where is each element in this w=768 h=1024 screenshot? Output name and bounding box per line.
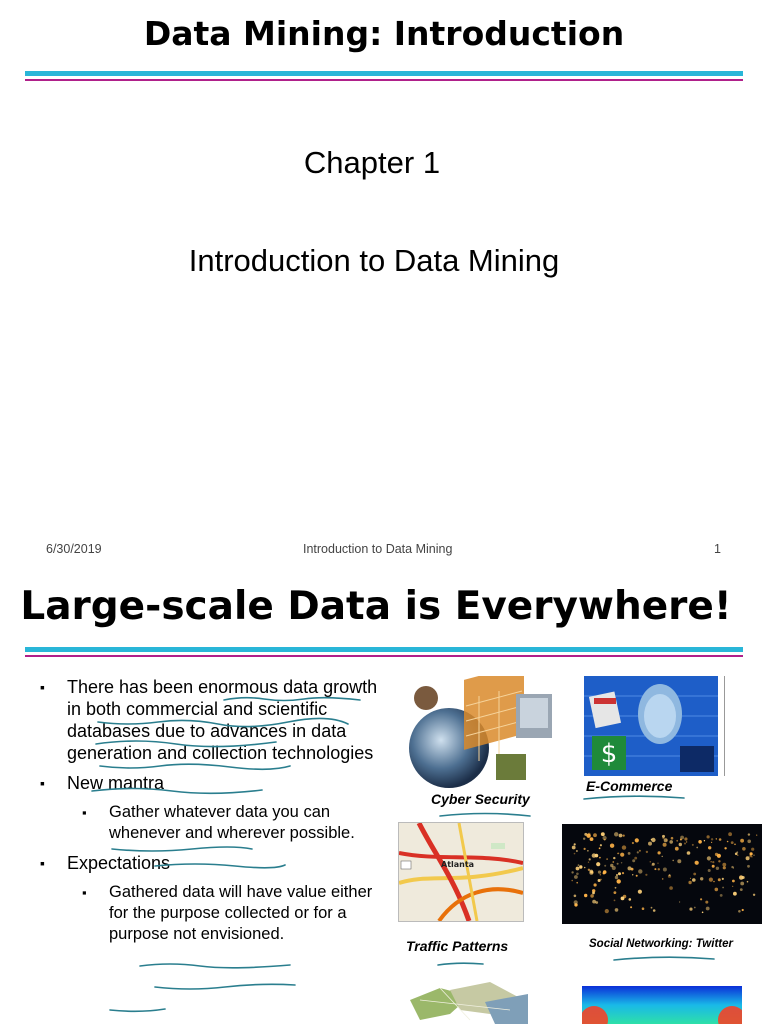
city-light-dot [589,858,591,860]
city-light-dot [712,865,715,868]
bullet-item: ▪ New mantra [40,772,380,794]
city-light-dot [646,851,648,853]
city-light-dot [648,842,652,846]
city-light-dot [742,847,746,851]
sub-bullet-item: ▪ Gather whatever data you can whenever and wherever possible. [40,802,380,844]
annotation-underline [100,764,290,769]
city-light-dot [600,879,602,881]
city-light-dot [576,882,578,884]
city-light-dot [694,907,696,909]
city-light-dot [747,840,751,844]
city-light-dot [696,847,698,849]
city-light-dot [621,897,625,901]
city-light-dot [750,852,753,855]
city-light-dot [622,872,624,874]
city-light-dot [740,888,743,891]
city-light-dot [604,865,606,867]
city-light-dot [700,898,702,900]
city-light-dot [711,838,713,840]
city-light-dot [677,859,681,863]
city-light-dot [632,859,635,862]
city-light-dot [713,881,715,883]
city-light-dot [663,868,667,872]
city-light-dot [632,842,634,844]
city-light-dot [632,874,633,875]
city-light-dot [686,841,687,842]
city-light-dot [584,894,587,897]
city-light-dot [692,844,694,846]
city-light-dot [742,876,745,879]
city-light-dot [587,850,589,852]
caption-social-networking: Social Networking: Twitter [589,938,733,950]
city-light-dot [690,878,691,879]
city-light-dot [592,892,595,895]
city-light-dot [706,907,710,911]
annotation-underline [614,957,714,960]
city-light-dot [574,895,577,898]
city-light-dot [590,870,594,874]
city-light-dot [654,868,656,870]
city-light-dot [584,848,586,850]
image-credit-vertical [720,676,732,776]
city-light-dot [716,838,717,839]
city-light-dot [617,863,619,865]
city-light-dot [638,890,642,894]
city-light-dot [704,840,705,841]
annotation-underline [92,789,262,794]
city-light-dot [718,860,720,862]
city-light-dot [615,908,619,912]
footer-center: Introduction to Data Mining [303,542,453,556]
city-light-dot [621,862,622,863]
city-light-dot [738,910,741,913]
city-light-dot [732,886,733,887]
city-light-dot [623,835,625,837]
city-light-dot [636,875,638,877]
city-light-dot [571,871,573,873]
city-light-dot [579,865,582,868]
city-light-dot [739,876,741,878]
annotation-underline [584,796,684,799]
city-light-dot [715,888,719,892]
city-light-dot [574,843,576,845]
city-light-dot [746,856,750,860]
annotation-underline [110,1009,165,1011]
city-light-dot [751,856,753,858]
city-light-dot [593,833,597,837]
annotation-underline [98,718,348,726]
city-light-dot [712,861,714,863]
city-light-dot [576,850,578,852]
city-light-dot [657,863,658,864]
city-light-dot [612,866,616,870]
city-light-dot [628,866,632,870]
city-light-dot [700,877,703,880]
slide-2-title: Large-scale Data is Everywhere! [20,584,732,629]
city-light-dot [600,874,601,875]
city-light-dot [594,883,597,886]
city-light-dot [669,840,673,844]
city-light-dot [716,867,719,870]
city-light-dot [711,861,712,862]
city-light-dot [719,838,722,841]
city-light-dot [671,837,674,840]
city-light-dot [737,855,738,856]
chapter-subtitle: Introduction to Data Mining [188,243,560,278]
city-light-dot [662,835,665,838]
city-light-dot [616,874,618,876]
city-light-dot [642,907,645,910]
city-light-dot [707,835,710,838]
city-light-dot [650,861,652,863]
heatmap-image [582,986,742,1024]
city-light-dot [596,862,600,866]
city-light-dot [698,840,702,844]
city-light-dot [574,900,578,904]
city-light-dot [672,860,674,862]
city-light-dot [732,880,735,883]
city-light-dot [622,845,626,849]
city-light-dot [751,848,754,851]
city-light-dot [735,853,738,856]
city-light-dot [658,851,661,854]
city-light-dot [615,887,617,889]
city-light-dot [571,880,573,882]
city-light-dot [676,840,678,842]
city-light-dot [718,878,721,881]
city-light-dot [722,878,724,880]
slide-1-title: Data Mining: Introduction [143,14,625,53]
city-light-dot [615,876,618,879]
city-light-dot [574,853,576,855]
city-light-dot [717,854,721,858]
city-light-dot [747,865,750,868]
city-light-dot [753,855,754,856]
annotation-underline [155,984,295,989]
city-light-dot [614,832,618,836]
city-light-dot [708,846,711,849]
caption-traffic-patterns: Traffic Patterns [406,938,509,954]
city-light-dot [733,892,737,896]
city-light-dot [651,839,653,841]
chapter-heading: Chapter 1 [303,145,441,180]
city-light-dot [645,874,647,876]
city-light-dot [653,909,656,912]
city-light-dot [572,846,576,850]
city-light-dot [586,834,590,838]
city-light-dot [689,908,692,911]
city-light-dot [695,861,699,865]
city-light-dot [692,878,696,882]
city-light-dot [605,909,609,913]
city-light-dot [680,839,682,841]
city-light-dot [723,866,726,869]
city-light-dot [679,843,682,846]
city-light-dot [639,850,641,852]
city-light-dot [688,881,691,884]
city-light-dot [728,832,732,836]
city-light-dot [708,869,711,872]
city-light-dot [600,844,602,846]
annotation-underline [140,964,290,968]
city-light-dot [669,886,673,890]
city-light-dot [748,833,750,835]
city-light-dot [590,837,594,841]
city-light-dot [583,838,585,840]
city-light-dot [628,852,631,855]
city-light-dot [599,857,601,859]
caption-ecommerce: E-Commerce [586,778,673,794]
city-light-dot [711,842,712,843]
city-light-dot [740,882,744,886]
city-light-dot [614,900,616,902]
city-light-dot [731,841,734,844]
city-light-dot [651,907,653,909]
traffic-map-image [398,822,524,922]
annotation-underline [155,864,285,868]
city-light-dot [592,853,596,857]
city-light-dot [740,839,744,843]
city-light-dot [629,898,632,901]
city-light-dot [635,838,639,842]
city-light-dot [705,901,708,904]
city-light-dot [630,906,632,908]
city-light-dot [707,856,711,860]
city-light-dot [724,847,726,849]
city-light-dot [662,856,663,857]
annotation-underline [440,814,530,817]
city-light-dot [578,864,580,866]
cyber-security-image [404,676,554,788]
city-light-dot [637,851,639,853]
city-light-dot [601,832,605,836]
annotation-underline [224,698,360,701]
city-light-dot [747,881,749,883]
map-label-atlanta: Atlanta [441,860,475,869]
twitter-night-map-image [562,824,762,924]
city-light-dot [662,878,664,880]
city-light-dot [606,858,607,859]
city-light-dot [620,853,624,857]
caption-cyber-security: Cyber Security [431,791,530,807]
city-light-dot [576,873,579,876]
city-light-dot [679,901,680,902]
city-light-dot [612,861,614,863]
city-light-dot [742,909,744,911]
annotation-underline [112,847,252,851]
city-light-dot [687,851,691,855]
city-light-dot [588,862,589,863]
city-light-dot [619,834,623,838]
city-light-dot [618,853,620,855]
footer-date: 6/30/2019 [46,542,102,556]
city-light-dot [675,847,679,851]
satellite-image [410,980,528,1024]
footer-page-number: 1 [714,542,721,556]
city-light-dot [658,868,660,870]
city-light-dot [709,878,713,882]
city-light-dot [604,839,606,841]
city-light-dot [727,841,729,843]
city-light-dot [663,843,667,847]
city-light-dot [576,867,580,871]
svg-text:$: $ [600,739,618,769]
city-light-dot [634,857,637,860]
city-light-dot [574,875,578,879]
city-light-dot [614,891,617,894]
city-light-dot [599,847,601,849]
city-light-dot [595,901,598,904]
city-light-dot [684,843,686,845]
city-light-dot [598,871,601,874]
city-light-dot [684,837,687,840]
city-light-dot [756,835,757,836]
bullet-item: ▪ There has been enormous data growth in both commercial and scientific databases due to advances in data generation and collection technologies [40,676,380,764]
city-light-dot [734,844,736,846]
annotation-underline [96,741,276,747]
city-light-dot [693,873,696,876]
city-light-dot [722,863,726,867]
sub-bullet-item: ▪ Gathered data will have value either for the purpose collected or for a purpose not envisioned. [40,882,380,945]
city-light-dot [651,865,652,866]
ecommerce-image [584,676,718,776]
city-light-dot [617,879,621,883]
bullet-item: ▪ Expectations [40,852,380,874]
city-light-dot [603,870,607,874]
city-light-dot [722,887,724,889]
city-light-dot [666,839,668,841]
city-light-dot [638,869,642,873]
city-light-dot [720,894,723,897]
city-light-dot [610,844,614,848]
city-light-dot [733,867,734,868]
annotation-underline [438,963,483,965]
city-light-dot [702,912,704,914]
city-light-dot [753,894,755,896]
city-light-dot [613,857,615,859]
city-light-dot [584,867,586,869]
city-light-dot [669,874,671,876]
city-light-dot [590,894,594,898]
city-light-dot [618,872,621,875]
